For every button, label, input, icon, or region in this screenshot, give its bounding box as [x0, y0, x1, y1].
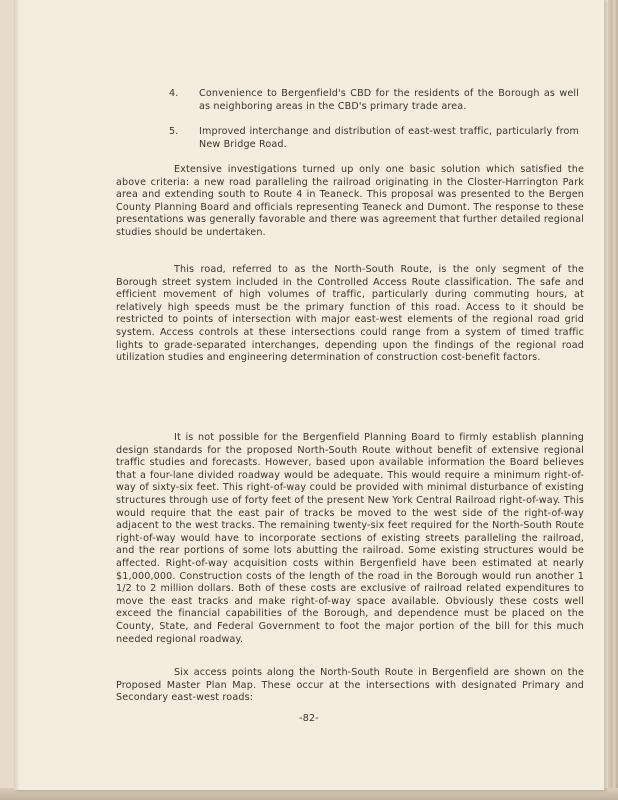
list-text: Improved interchange and distribution of east-west traffic, particularly from New Bridge Road.: [199, 126, 579, 150]
list-text: Convenience to Bergenfield's CBD for the residents of the Borough as well as neighboring areas in the CBD's primary trade area.: [199, 88, 579, 112]
page-number: -82-: [299, 713, 319, 724]
paragraph-north-south-route: This road, referred to as the North-South Route, is the only segment of the Borough street system included in the Controlled Access Route classification. The safe and efficient movement of high volumes of traffic, particularly during commuting hours, at relatively high speeds must be the primary function of this road. Access to it should be restricted to points of intersection with major east-west elements of the regional road grid system. Access controls at these intersections could range from a system of timed traffic lights to grade-separated interchanges, depending upon the findings of the regional road utilization studies and engineering determination of construction cost-benefit factors.: [116, 264, 584, 364]
paragraph-design-standards: It is not possible for the Bergenfield Planning Board to firmly establish planning design standards for the proposed North-South Route without benefit of extensive regional traffic studies and forecasts. However, based upon available information the Board believes that a four-lane divided roadway would be adequate. This would require a minimum right-of-way of sixty-six feet. This right-of-way could be provided with minimal disturbance of existing structures through use of forty feet of the present New York Central Railroad right-of-way. This would require that the east pair of tracks be moved to the west side of the right-of-way adjacent to the west tracks. The remaining twenty-six feet required for the North-South Route right-of-way would have to incorporate sections of existing streets paralleling the railroad, and the rear portions of some lots abutting the railroad. Some existing structures would be affected. Right-of-way acquisition costs within Bergenfield have been estimated at nearly $1,000,000. Construction costs of the length of the road in the Borough would run another 1 1/2 to 2 million dollars. Both of these costs are exclusive of railroad related expenditures to move the east tracks and make right-of-way space available. Obviously these costs well exceed the financial capabilities of the Borough, and dependence must be placed on the County, State, and Federal Government to foot the major portion of the bill for this much needed regional roadway.: [116, 432, 584, 645]
list-number: 4.: [169, 88, 179, 99]
binding-shadow: [14, 0, 20, 790]
paragraph-access-points: Six access points along the North-South Route in Bergenfield are shown on the Proposed Master Plan Map. These occur at the intersections with designated Primary and Secondary east-west roads:: [116, 667, 584, 704]
document-page: [14, 0, 604, 790]
page-edge-right: [608, 0, 618, 800]
list-number: 5.: [169, 126, 179, 137]
paragraph-investigations: Extensive investigations turned up only one basic solution which satisfied the above criteria: a new road paralleling the railroad originating in the Closter-Harrington Park area and extending south to Route 4 in Teaneck. This proposal was presented to the Bergen County Planning Board and officials representing Teaneck and Dumont. The response to these presentations was generally favorable and there was agreement that further detailed regional studies should be undertaken.: [116, 164, 584, 238]
